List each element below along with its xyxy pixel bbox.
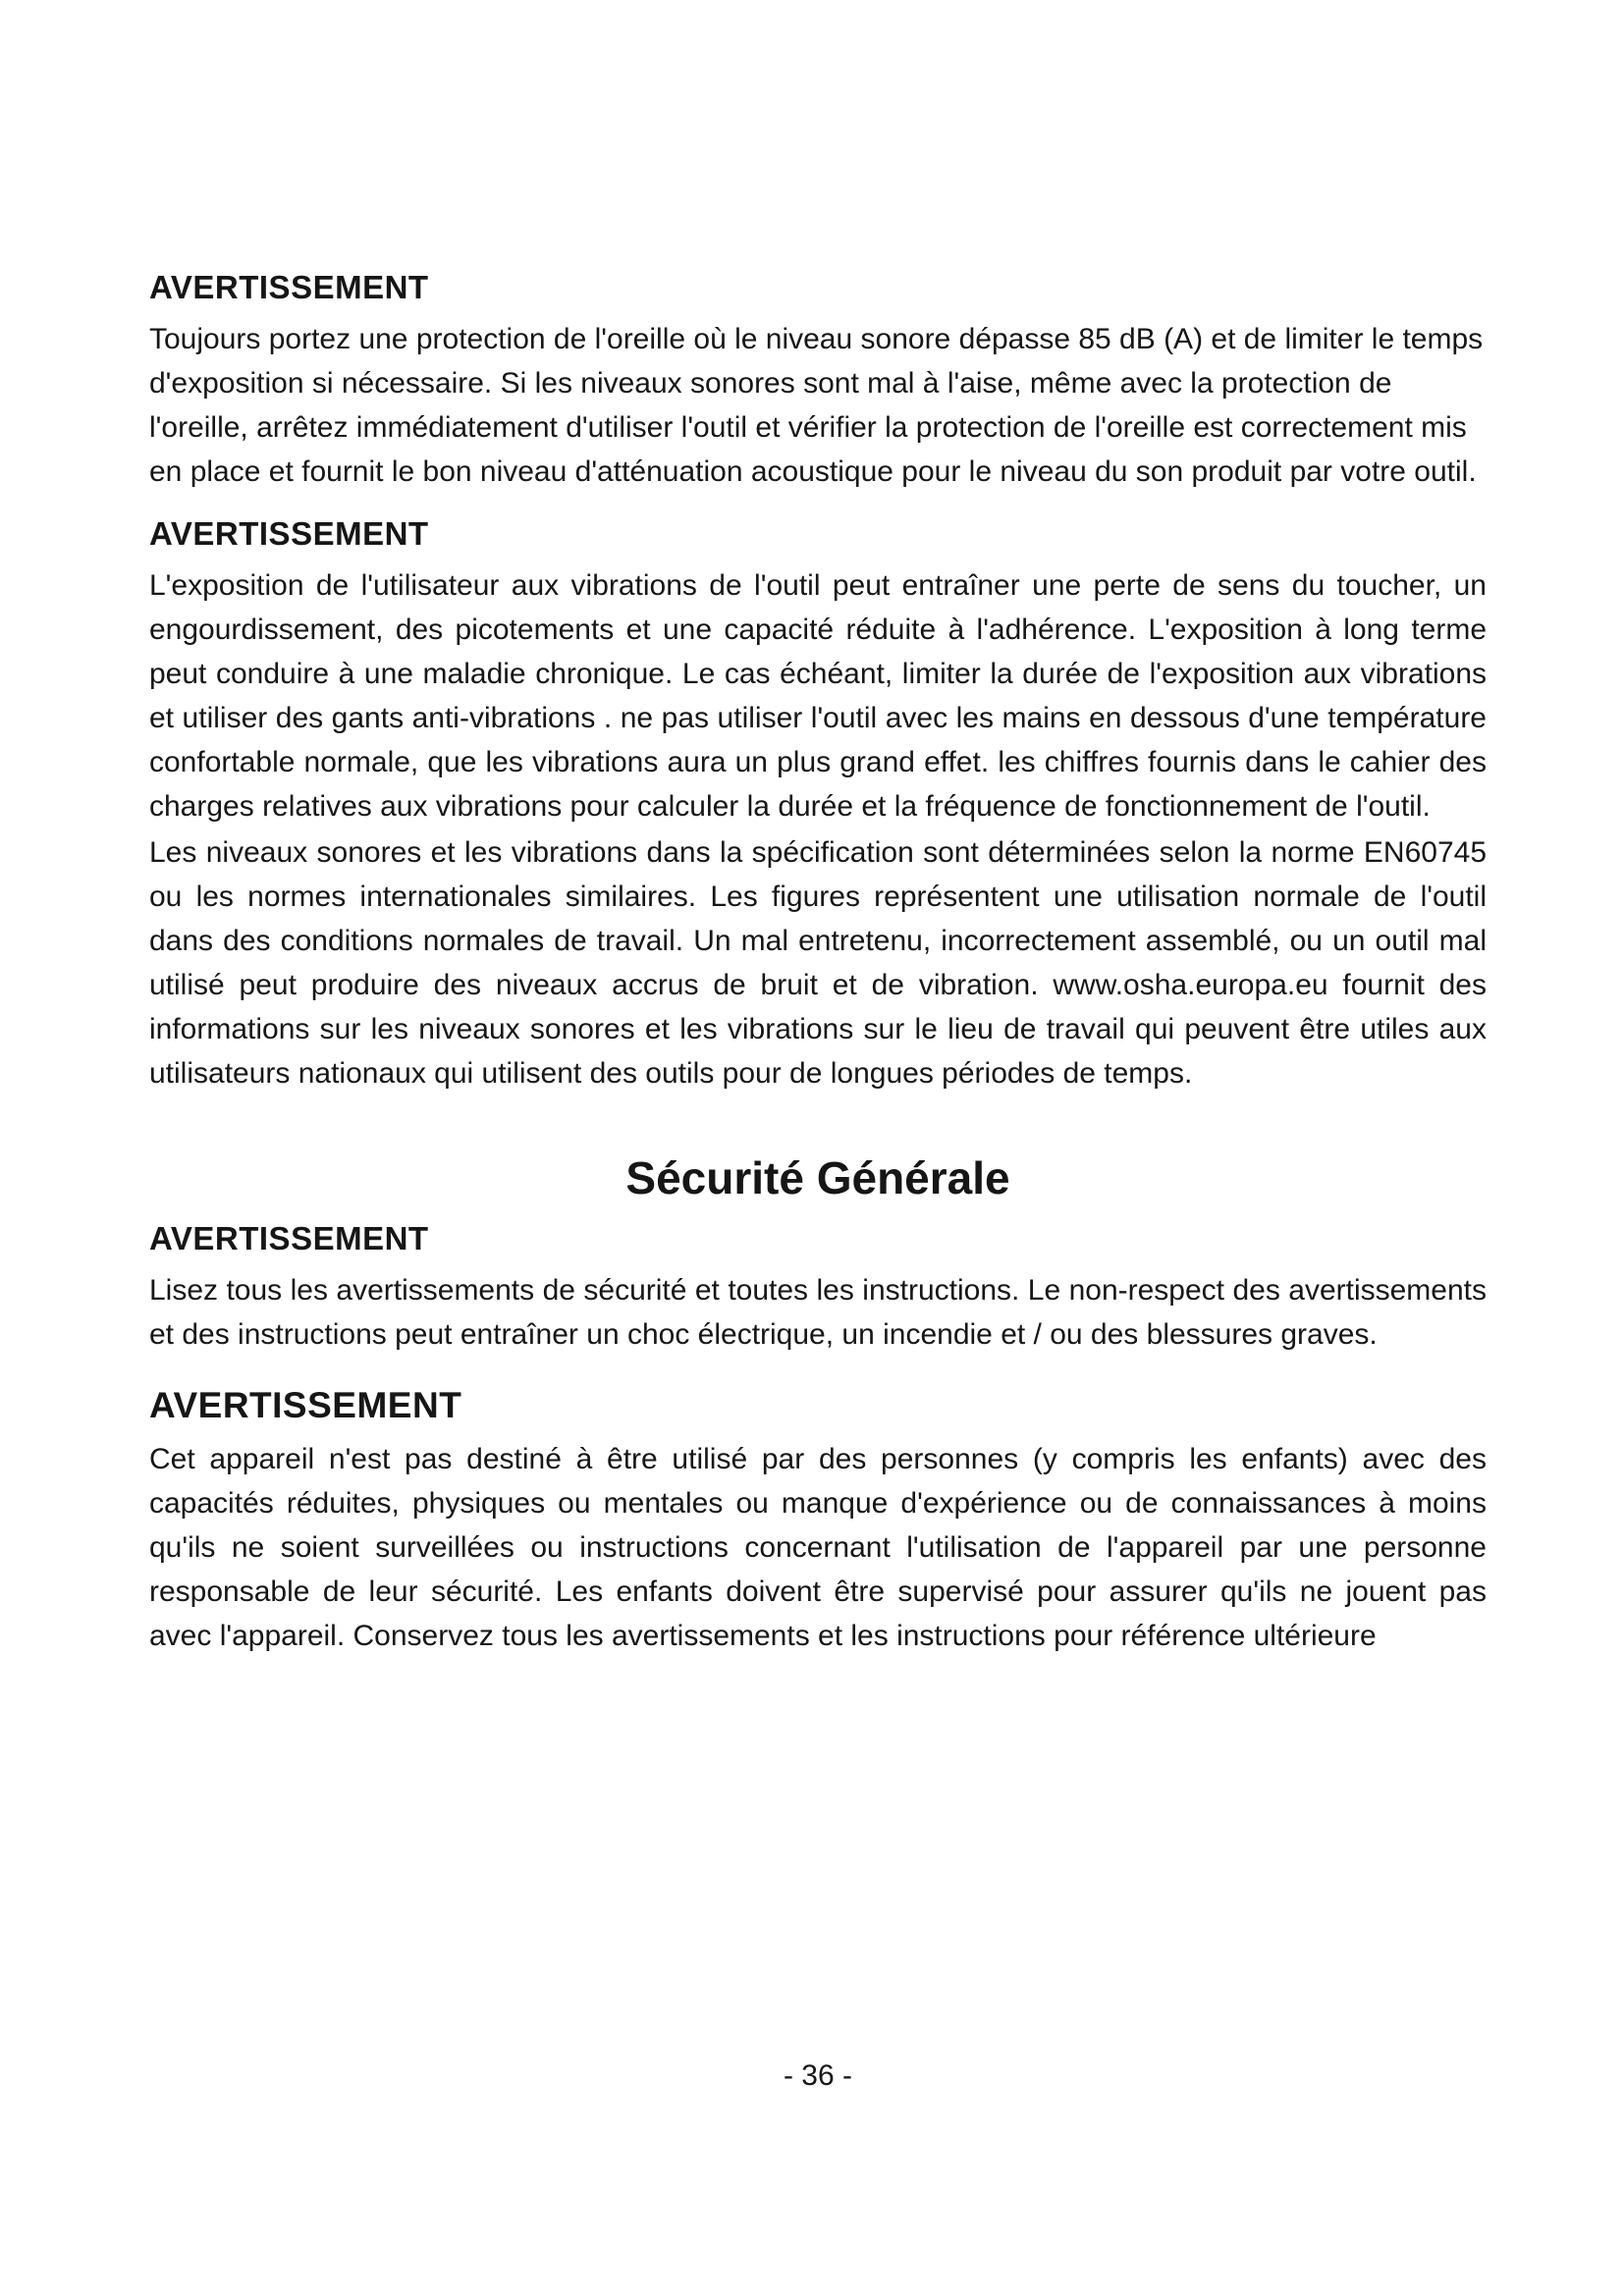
page-content	[149, 267, 1487, 1660]
warning-paragraph-1: Toujours portez une protection de l'oreille où le niveau sonore dépasse 85 dB (A) et de limiter le temps d'exposition si nécessaire. Si les niveaux sonores sont mal à l'aise, même avec la protection de l'oreille, arrêtez immédiatement d'utiliser l'outil et vérifier la protection de l'oreille est correctement mis en place et fournit le bon niveau d'atténuation acoustique pour le niveau du son produit par votre outil.	[149, 322, 1484, 488]
warning-heading-4: AVERTISSEMENT	[149, 1385, 462, 1426]
warning-paragraph-3: Lisez tous les avertissements de sécurité et toutes les instructions. Le non-respect des avertissements et des instructions peut entraîner un choc électrique, un incendie et / ou des blessures graves.	[149, 1274, 1487, 1352]
warning-heading-1: AVERTISSEMENT	[149, 269, 429, 305]
page-number: - 36 -	[783, 2059, 853, 2092]
page-title: Sécurité Générale	[625, 1151, 1010, 1203]
warning-paragraph-2b: Les niveaux sonores et les vibrations dans la spécification sont déterminées selon la norme EN60745 ou les normes internationales similaires. Les figures représentent une utilisation normale de l'outil dans des conditions normales de travail. Un mal entretenu, incorrectement assemblé, ou un outil mal utilisé peut produire des niveaux accrus de bruit et de vibration. www.osha.europa.eu fournit des informations sur les niveaux sonores et les vibrations sur le lieu de travail qui peuvent être utiles aux utilisateurs nationaux qui utilisent des outils pour de longues périodes de temps.	[149, 835, 1487, 1090]
warning-paragraph-2a: L'exposition de l'utilisateur aux vibrations de l'outil peut entraîner une perte de sens du toucher, un engourdissement, des picotements et une capacité réduite à l'adhérence. L'exposition à long terme peut conduire à une maladie chronique. Le cas échéant, limiter la durée de l'exposition aux vibrations et utiliser des gants anti-vibrations . ne pas utiliser l'outil avec les mains en dessous d'une température confortable normale, que les vibrations aura un plus grand effet. les chiffres fournis dans le cahier des charges relatives aux vibrations pour calculer la durée et la fréquence de fonctionnement de l'outil.	[149, 568, 1487, 823]
warning-paragraph-4: Cet appareil n'est pas destiné à être utilisé par des personnes (y compris les enfants) avec des capacités réduites, physiques ou mentales ou manque d'expérience ou de connaissances à moins qu'ils ne soient surveillées ou instructions concernant l'utilisation de l'appareil par une personne responsable de leur sécurité. Les enfants doivent être supervisé pour assurer qu'ils ne jouent pas avec l'appareil. Conservez tous les avertissements et les instructions pour référence ultérieure	[149, 1443, 1487, 1653]
warning-heading-2: AVERTISSEMENT	[149, 514, 429, 552]
warning-heading-3: AVERTISSEMENT	[149, 1220, 429, 1257]
